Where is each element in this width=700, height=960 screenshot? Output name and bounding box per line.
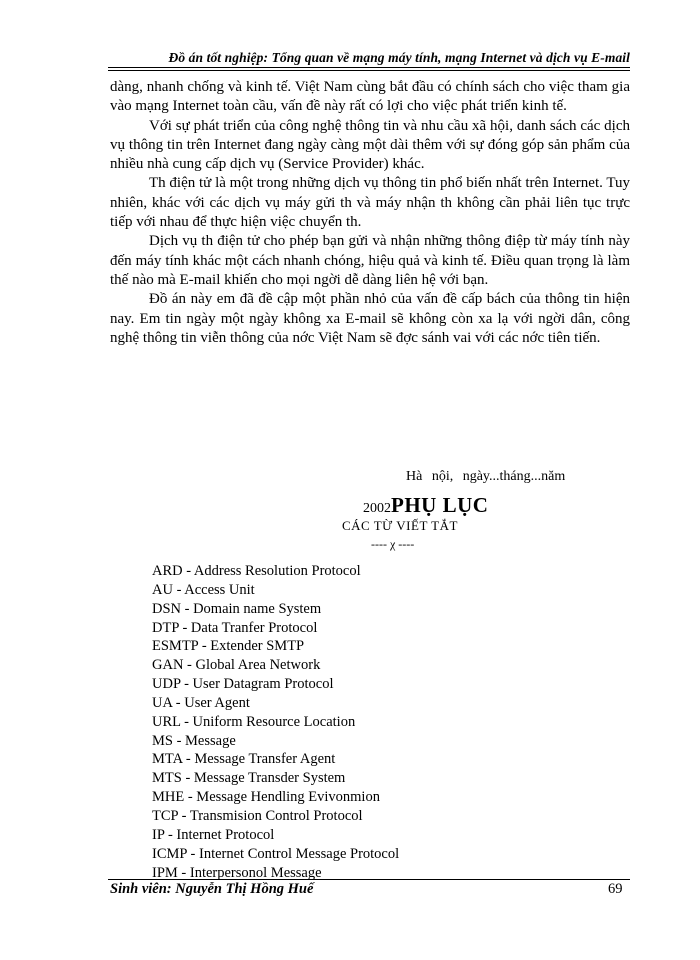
abbreviation-item: TCP - Transmision Control Protocol [152, 807, 363, 824]
abbreviation-item: MTS - Message Transder System [152, 770, 346, 787]
paragraph: dàng, nhanh chống và kinh tế. Việt Nam cùng bắt đầu có chính sách cho việc tham gia vào mạng Internet toàn cầu, vấn đề này rất có lợi cho việc phát triển kinh tế. [110, 79, 630, 115]
separator: ---- χ ---- [371, 537, 415, 551]
abbreviations-heading: CÁC TỪ VIẾT TẮT [342, 518, 458, 533]
abbreviation-item: GAN - Global Area Network [152, 657, 321, 674]
header-rule [108, 67, 630, 71]
abbreviation-item: ESMTP - Extender SMTP [152, 638, 305, 655]
page-header: Đồ án tốt nghiệp: Tổng quan về mạng máy tính, mạng Internet và dịch vụ E-mail [168, 50, 630, 65]
abbreviation-item: URL - Uniform Resource Location [152, 713, 356, 730]
body-text [110, 78, 630, 348]
appendix-title: PHỤ LỤC [391, 493, 489, 517]
appendix-heading [363, 493, 488, 518]
paragraph: Với sự phát triển của công nghệ thông tin và nhu cầu xã hội, danh sách các dịch vụ thông tin trên Internet đang ngày càng một dài thêm với sự đóng góp sản phẩm của nhiều nhà cung cấp dịch vụ (Service Provider) khác. [110, 117, 630, 173]
abbreviation-item: IPM - Interpersonol Message [152, 864, 322, 881]
abbreviation-item: ICMP - Internet Control Message Protocol [152, 845, 400, 862]
abbreviation-item: ARD - Address Resolution Protocol [152, 563, 361, 579]
paragraph: Th điện tử là một trong những dịch vụ thông tin phổ biến nhất trên Internet. Tuy nhiên, khác với các dịch vụ máy gửi th và máy nhận th không cần phải liên tục trực tiếp với nhau để thực hiện việc chuyển th. [110, 175, 630, 231]
page-number: 69 [608, 881, 623, 897]
paragraph: Dịch vụ th điện tử cho phép bạn gửi và nhận những thông điệp từ máy tính này đến máy tính khác một cách nhanh chóng, hiệu quả và kinh tế. Điều quan trọng là làm thế nào mà E-mail khiến cho mọi ngời dễ dàng liên hệ với bạn. [110, 233, 630, 288]
appendix-year: 2002 [363, 501, 391, 516]
abbreviation-list [152, 562, 399, 882]
abbreviation-item: MTA - Message Transfer Agent [152, 751, 336, 768]
footer-rule [108, 879, 630, 880]
date-line: Hà nội, ngày...tháng...năm [406, 469, 566, 484]
abbreviation-item: UA - User Agent [152, 694, 250, 711]
abbreviation-item: IP - Internet Protocol [152, 826, 275, 843]
abbreviation-item: DSN - Domain name System [152, 600, 322, 617]
abbreviation-item: UDP - User Datagram Protocol [152, 676, 334, 693]
abbreviation-item: AU - Access Unit [152, 581, 255, 598]
abbreviation-item: MS - Message [152, 732, 236, 749]
abbreviation-item: DTP - Data Tranfer Protocol [152, 619, 318, 636]
paragraph: Đồ án này em đã đề cập một phần nhỏ của vấn đề cấp bách của thông tin hiện nay. Em tin ngày một ngày không xa E-mail sẽ không còn xa lạ với ngời dân, công nghệ thông tin viễn thông của nớc Việt Nam sẽ đợc sánh vai với các nớc tiên tiến. [110, 291, 630, 346]
footer-student-name: Sinh viên: Nguyễn Thị Hồng Huế [110, 881, 314, 897]
abbreviation-item: MHE - Message Hendling Evivonmion [152, 789, 380, 806]
